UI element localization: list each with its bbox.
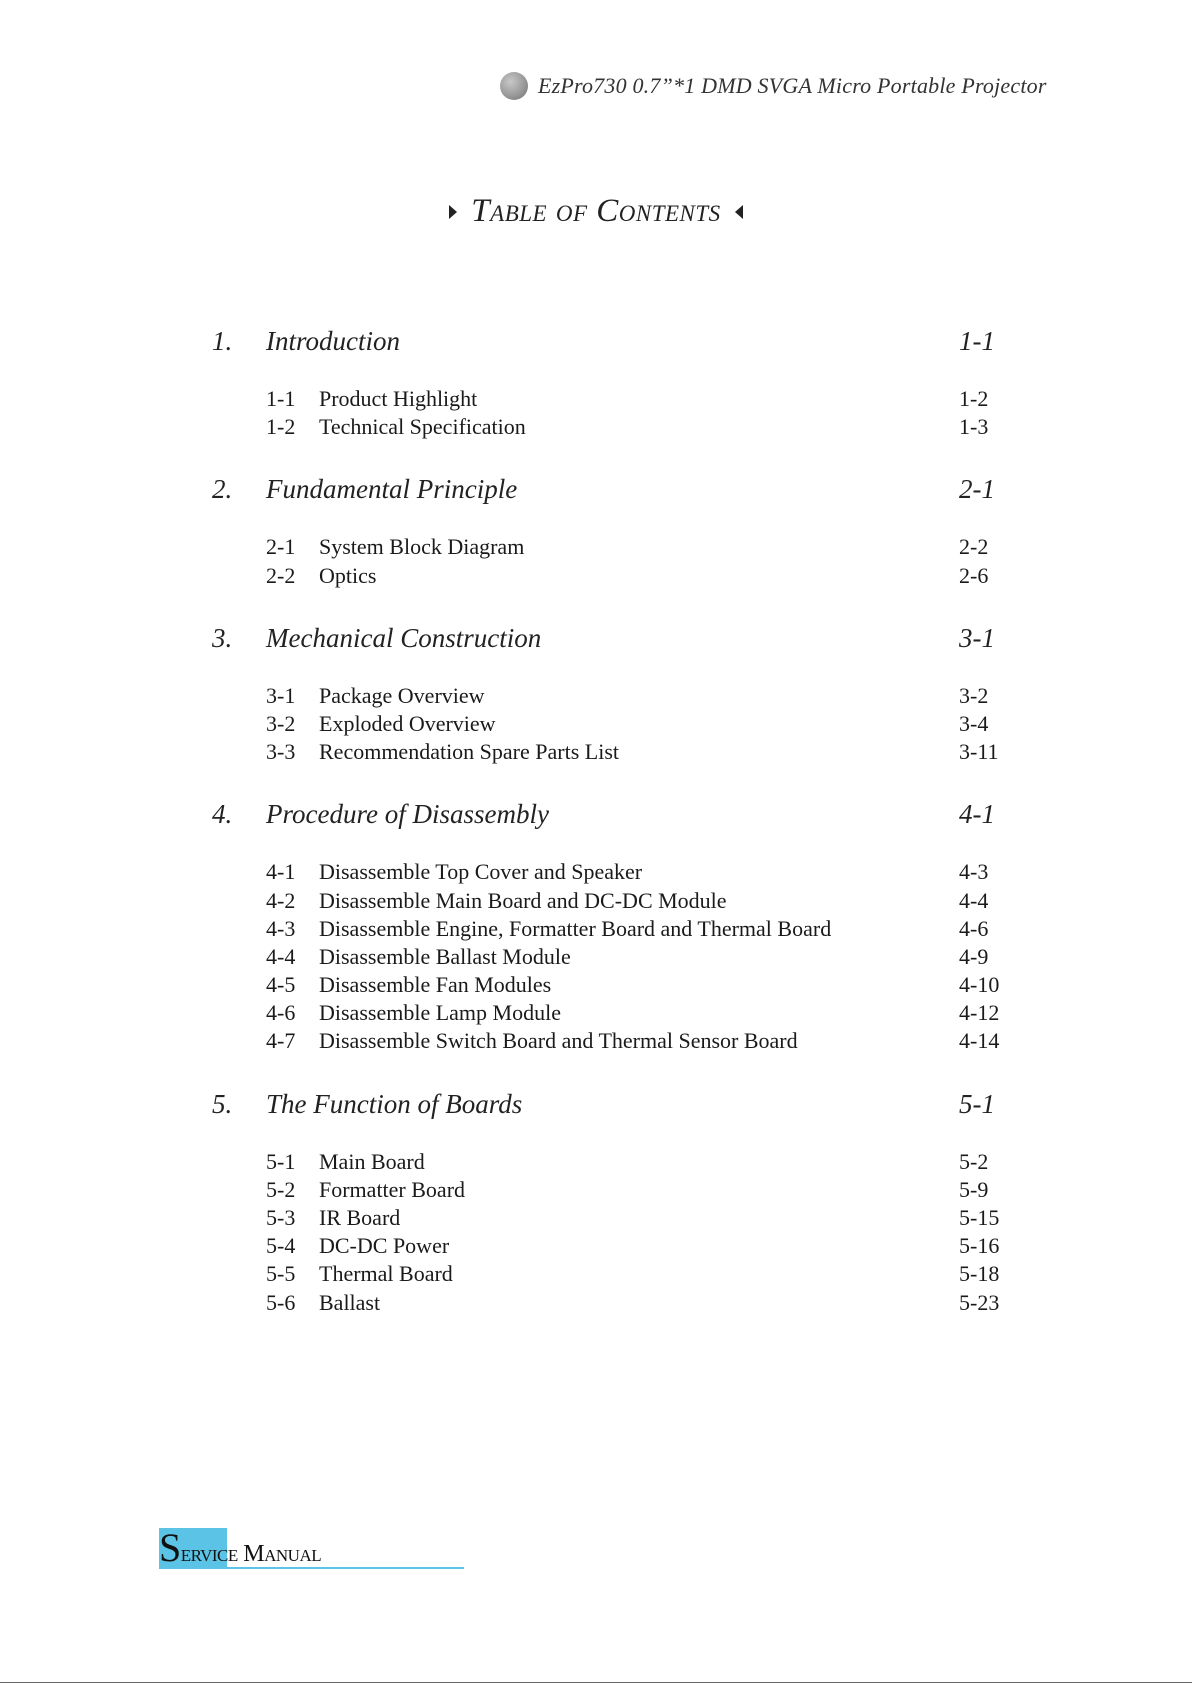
section-name: Ballast [319, 1289, 381, 1315]
section-page: 3-11 [959, 739, 999, 765]
section-page: 4-14 [959, 1028, 1000, 1054]
toc-section-row [212, 1177, 1012, 1205]
section-name: Recommendation Spare Parts List [319, 739, 619, 765]
toc-title: Table of Contents [471, 193, 721, 229]
section-name: Disassemble Lamp Module [319, 1000, 561, 1026]
section-name: Disassemble Main Board and DC-DC Module [319, 887, 727, 913]
section-name: Disassemble Fan Modules [319, 972, 552, 998]
toc-chapter [212, 1089, 1012, 1125]
chapter-page: 2-1 [959, 474, 995, 505]
toc-chapter [212, 623, 1012, 659]
footer-first-letter: S [159, 1525, 181, 1570]
toc-section-row [212, 1028, 1012, 1056]
chapter-num: 3. [212, 622, 233, 653]
section-page: 1-3 [959, 414, 989, 440]
toc-section-row [212, 563, 1012, 591]
chapter-num: 4. [212, 799, 233, 830]
section-page: 5-16 [959, 1233, 1000, 1259]
toc-section-row [212, 1149, 1012, 1177]
section-page: 4-3 [959, 859, 989, 885]
section-name: Package Overview [319, 682, 485, 708]
toc-section-row [212, 1261, 1012, 1289]
toc-section-list [212, 386, 1012, 442]
toc-section-list [212, 683, 1012, 768]
section-name: Formatter Board [319, 1176, 466, 1202]
section-num: 5-6 [266, 1289, 296, 1315]
toc-chapter [212, 799, 1012, 835]
chapter-page: 1-1 [959, 326, 995, 356]
toc-section-row [212, 534, 1012, 562]
toc-section-row [212, 1000, 1012, 1028]
toc-section-row [212, 683, 1012, 711]
chapter-name: Procedure of Disassembly [266, 799, 549, 830]
chapter-name: Mechanical Construction [266, 622, 542, 653]
toc-chapter [212, 474, 1012, 510]
toc-section-list [212, 534, 1012, 590]
section-name: Disassemble Top Cover and Speaker [319, 859, 643, 885]
section-name: Product Highlight [319, 386, 478, 411]
chapter-num: 1. [212, 326, 233, 356]
section-num: 4-6 [266, 1000, 296, 1026]
section-num: 4-5 [266, 972, 296, 998]
page-bottom-rule [0, 1682, 1192, 1683]
toc-section-row [212, 859, 1012, 887]
toc-heading [0, 193, 1192, 230]
footer-label [159, 1525, 322, 1570]
section-page: 2-6 [959, 562, 989, 588]
document-title: EzPro730 0.7”*1 DMD SVGA Micro Portable Projector [538, 73, 1047, 98]
section-num: 1-2 [266, 414, 296, 440]
section-page: 5-18 [959, 1261, 1000, 1287]
chapter-num: 5. [212, 1088, 233, 1119]
section-num: 4-4 [266, 943, 296, 969]
section-page: 5-23 [959, 1289, 1000, 1315]
section-num: 5-5 [266, 1261, 296, 1287]
section-num: 4-1 [266, 859, 296, 885]
section-page: 5-15 [959, 1205, 1000, 1230]
section-name: Thermal Board [319, 1261, 453, 1287]
section-num: 4-7 [266, 1028, 296, 1054]
section-page: 2-2 [959, 534, 989, 560]
section-page: 1-2 [959, 386, 989, 411]
section-num: 5-3 [266, 1205, 296, 1230]
section-num: 3-3 [266, 739, 296, 765]
toc-section-row [212, 1233, 1012, 1261]
page-header [500, 72, 1047, 100]
section-page: 4-6 [959, 915, 989, 941]
toc-section-row [212, 414, 1012, 442]
section-page: 5-2 [959, 1148, 989, 1174]
toc-section-row [212, 711, 1012, 739]
section-name: Optics [319, 562, 377, 588]
toc-section-row [212, 739, 1012, 767]
section-page: 3-2 [959, 682, 989, 708]
section-name: DC-DC Power [319, 1233, 450, 1259]
circle-bullet-icon [500, 72, 528, 100]
toc-section-row [212, 944, 1012, 972]
chapter-name: Fundamental Principle [266, 474, 518, 505]
section-name: Disassemble Switch Board and Thermal Sensor Board [319, 1028, 798, 1054]
section-page: 4-9 [959, 943, 989, 969]
section-name: Disassemble Ballast Module [319, 943, 571, 969]
chapter-page: 5-1 [959, 1088, 995, 1119]
chapter-page: 4-1 [959, 799, 995, 830]
triangle-right-icon [449, 205, 457, 219]
section-num: 1-1 [266, 386, 296, 411]
section-num: 5-2 [266, 1176, 296, 1202]
section-name: System Block Diagram [319, 534, 525, 560]
section-num: 3-1 [266, 682, 296, 708]
chapter-page: 3-1 [959, 622, 995, 653]
section-num: 2-2 [266, 562, 296, 588]
table-of-contents [212, 326, 1012, 1350]
chapter-name: The Function of Boards [266, 1088, 523, 1119]
section-num: 4-2 [266, 887, 296, 913]
section-num: 3-2 [266, 710, 296, 736]
section-num: 2-1 [266, 534, 296, 560]
toc-section-row [212, 888, 1012, 916]
toc-section-list [212, 859, 1012, 1056]
triangle-left-icon [735, 205, 743, 219]
section-num: 5-1 [266, 1148, 296, 1174]
section-name: Technical Specification [319, 414, 526, 440]
toc-chapter [212, 326, 1012, 362]
section-num: 5-4 [266, 1233, 296, 1259]
section-name: Exploded Overview [319, 710, 496, 736]
section-num: 4-3 [266, 915, 296, 941]
toc-section-row [212, 386, 1012, 414]
section-name: Disassemble Engine, Formatter Board and Thermal Board [319, 915, 832, 941]
section-page: 4-4 [959, 887, 989, 913]
section-page: 3-4 [959, 710, 989, 736]
toc-section-row [212, 1290, 1012, 1318]
section-page: 5-9 [959, 1176, 989, 1202]
toc-section-row [212, 1205, 1012, 1233]
section-name: IR Board [319, 1205, 401, 1230]
section-page: 4-12 [959, 1000, 1000, 1026]
toc-section-list [212, 1149, 1012, 1318]
footer-rest: ervice Manual [180, 1541, 322, 1567]
toc-section-row [212, 972, 1012, 1000]
service-manual-footer [159, 1525, 464, 1570]
section-page: 4-10 [959, 972, 1000, 998]
section-name: Main Board [319, 1148, 425, 1174]
chapter-num: 2. [212, 474, 233, 505]
chapter-name: Introduction [266, 326, 400, 356]
toc-section-row [212, 916, 1012, 944]
